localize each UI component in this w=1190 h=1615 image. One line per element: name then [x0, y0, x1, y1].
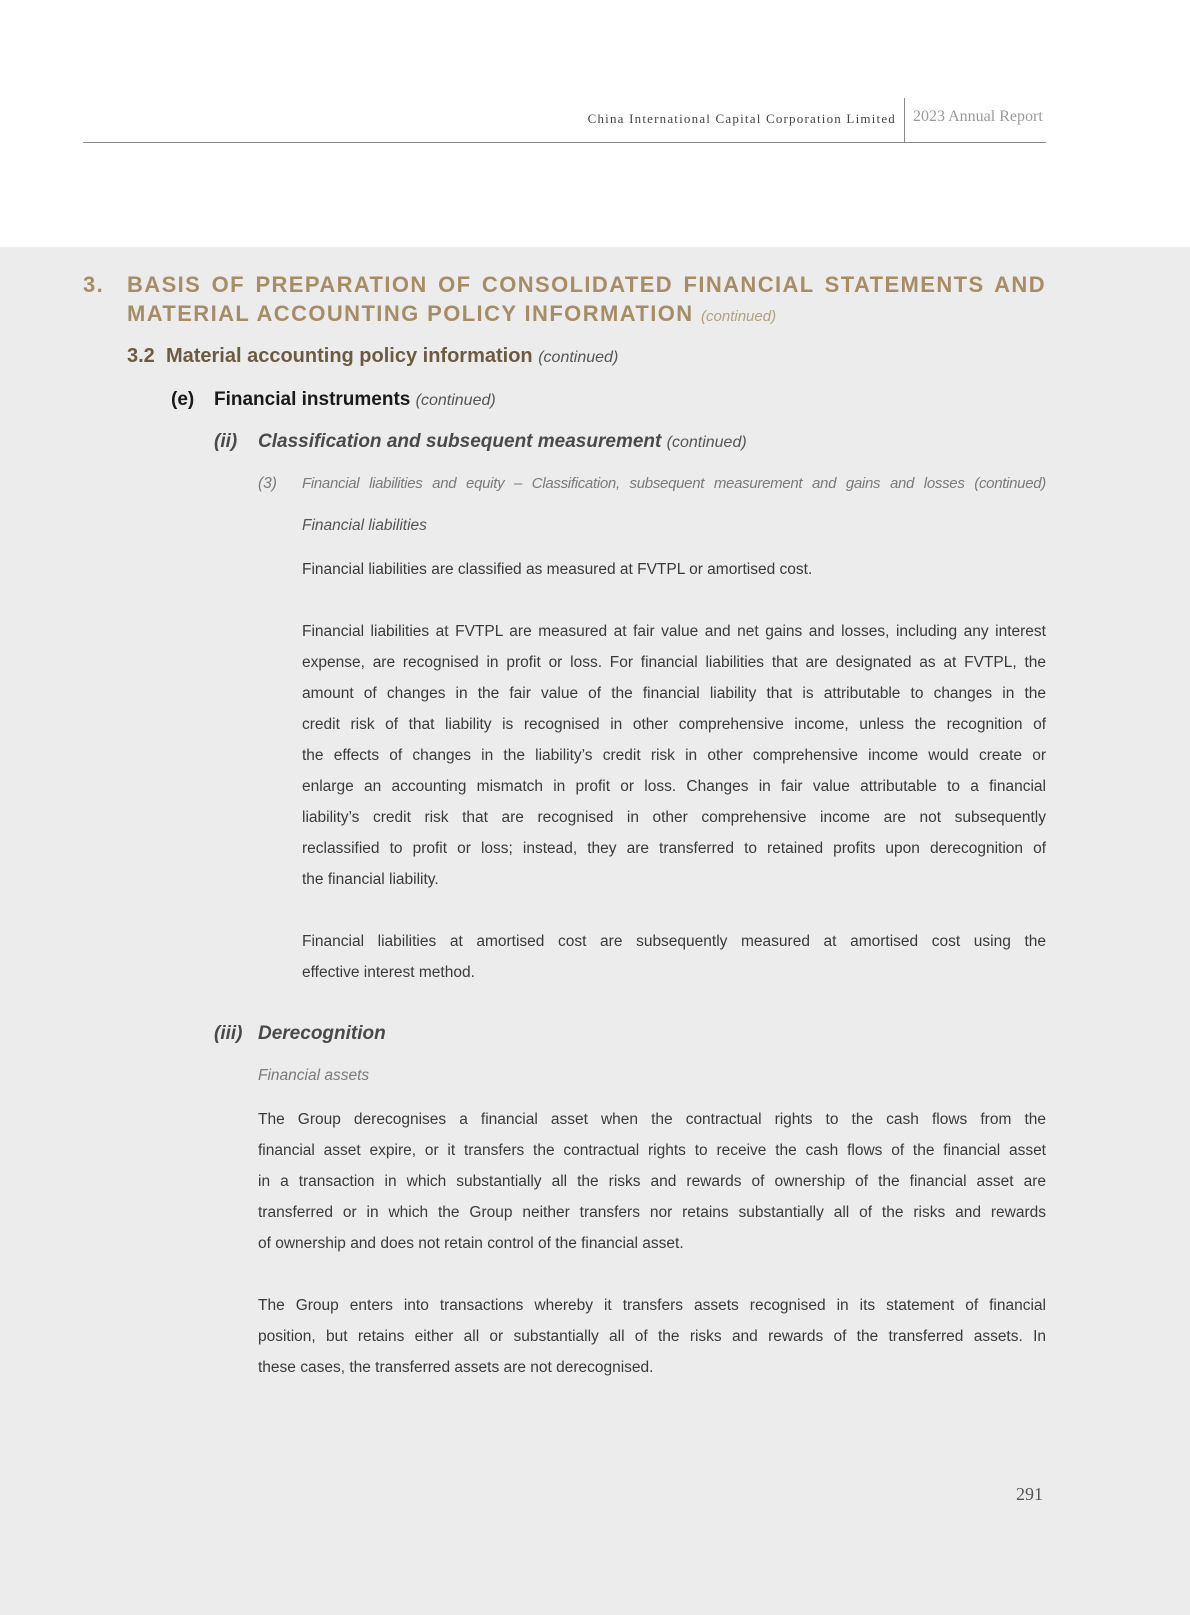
financial-assets-subheading: Financial assets — [258, 1067, 370, 1084]
subsection-title: Material accounting policy information — [165, 345, 533, 367]
text-line: the financial liability. — [302, 871, 439, 888]
section-title-line1: BASIS OF PREPARATION OF CONSOLIDATED FINANCIAL STATEMENTS AND — [127, 272, 1046, 297]
text-line: amount of changes in the fair value of the financial liability that is attributable to changes in the — [302, 685, 1046, 702]
text-line: liability’s credit risk that are recognised in other comprehensive income are not subsequently — [302, 809, 1046, 826]
text-line: Financial liabilities are classified as measured at FVTPL or amortised cost. — [302, 561, 813, 578]
text-line: in a transaction in which substantially all the risks and rewards of ownership of the financial asset are — [258, 1173, 1046, 1190]
paragraph — [258, 1290, 1046, 1383]
text-line: reclassified to profit or loss; instead, they are transferred to retained profits upon derecognition of — [302, 840, 1046, 857]
continued-label: (continued) — [701, 308, 777, 325]
header-report: 2023 Annual Report — [913, 108, 1043, 125]
financial-liabilities-subheading: Financial liabilities — [302, 517, 427, 534]
header-divider — [904, 98, 905, 142]
section-title-line2 — [127, 301, 776, 327]
paragraph — [302, 616, 1046, 895]
e-heading — [214, 389, 496, 411]
header-company: China International Capital Corporation Limited — [587, 111, 896, 126]
continued-label: (continued) — [666, 434, 747, 451]
subsection-number: 3.2 — [127, 345, 155, 367]
continued-label: (continued) — [415, 392, 496, 409]
text-line: Financial liabilities at amortised cost are subsequently measured at amortised cost using the — [302, 933, 1046, 950]
text-line: the effects of changes in the liability’s credit risk in other comprehensive income would create or — [302, 747, 1046, 764]
ii-title: Classification and subsequent measurement — [258, 431, 662, 452]
header-rule — [83, 142, 1046, 143]
section-number: 3. — [83, 272, 105, 297]
section-title: MATERIAL ACCOUNTING POLICY INFORMATION — [127, 301, 694, 326]
text-line: expense, are recognised in profit or loss. For financial liabilities that are designated as at FVTPL, the — [302, 654, 1046, 671]
iii-number: (iii) — [214, 1023, 243, 1044]
text-line: The Group derecognises a financial asset when the contractual rights to the cash flows from the — [258, 1111, 1046, 1128]
continued-label: (continued) — [538, 349, 619, 366]
text-line: enlarge an accounting mismatch in profit or loss. Changes in fair value attributable to a financial — [302, 778, 1046, 795]
text-line: The Group enters into transactions whereby it transfers assets recognised in its statement of financial — [258, 1297, 1046, 1314]
text-line: credit risk of that liability is recognised in other comprehensive income, unless the recognition of — [302, 716, 1046, 733]
subsection-heading — [127, 345, 618, 368]
text-line: of ownership and does not retain control of the financial asset. — [258, 1235, 684, 1252]
paragraph — [302, 926, 1046, 988]
item3-title: Financial liabilities and equity – Classification, subsequent measurement and gains and losses (continued) — [302, 475, 1046, 492]
text-line: effective interest method. — [302, 964, 475, 981]
ii-heading — [258, 431, 747, 453]
ii-number: (ii) — [214, 431, 238, 452]
paragraph — [258, 1104, 1046, 1259]
text-line: position, but retains either all or substantially all of the risks and rewards of the transferred assets. In — [258, 1328, 1046, 1345]
text-line: transferred or in which the Group neither transfers nor retains substantially all of the risks and rewards — [258, 1204, 1046, 1221]
text-line: financial asset expire, or it transfers the contractual rights to receive the cash flows of the financial asset — [258, 1142, 1046, 1159]
iii-title: Derecognition — [258, 1023, 386, 1044]
page-number: 291 — [1016, 1484, 1043, 1504]
item3-number: (3) — [258, 475, 277, 492]
text-line: Financial liabilities at FVTPL are measured at fair value and net gains and losses, including any interest — [302, 623, 1046, 640]
text-line: these cases, the transferred assets are not derecognised. — [258, 1359, 654, 1376]
e-title: Financial instruments — [214, 389, 411, 410]
paragraph — [302, 554, 1046, 585]
e-number: (e) — [171, 389, 195, 410]
